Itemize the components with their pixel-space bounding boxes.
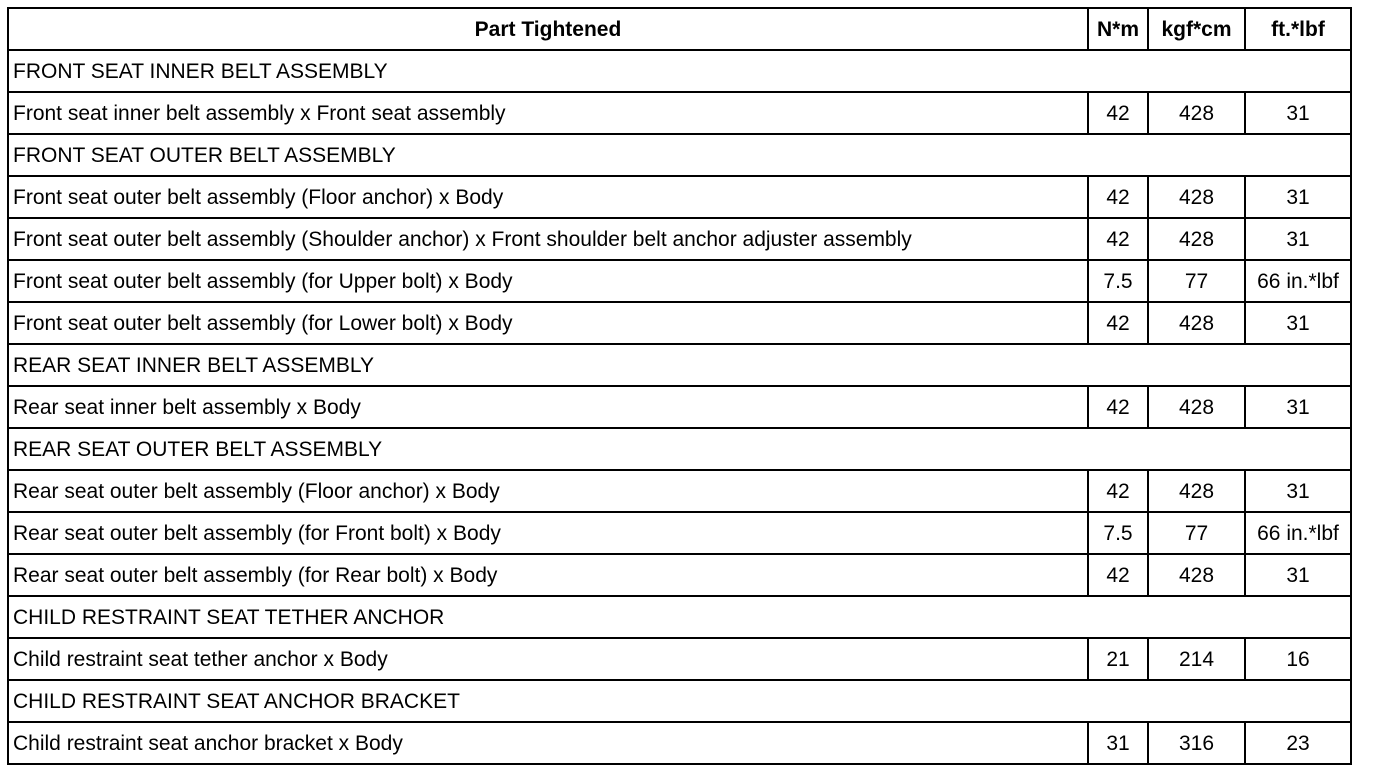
- torque-nm-cell: 7.5: [1088, 260, 1148, 302]
- torque-kgf-cm-cell: 214: [1148, 638, 1245, 680]
- section-heading: FRONT SEAT INNER BELT ASSEMBLY: [8, 50, 1351, 92]
- table-row: [8, 386, 1351, 428]
- header-ft-lbf: ft.*lbf: [1245, 8, 1351, 50]
- torque-nm-cell: 31: [1088, 722, 1148, 764]
- torque-nm-cell: 42: [1088, 218, 1148, 260]
- torque-ft-lbf-cell: 23: [1245, 722, 1351, 764]
- torque-ft-lbf-cell: 31: [1245, 176, 1351, 218]
- torque-ft-lbf-cell: 31: [1245, 218, 1351, 260]
- torque-nm-cell: 42: [1088, 92, 1148, 134]
- torque-kgf-cm-cell: 428: [1148, 470, 1245, 512]
- section-row: [8, 428, 1351, 470]
- section-row: [8, 344, 1351, 386]
- section-heading: CHILD RESTRAINT SEAT ANCHOR BRACKET: [8, 680, 1351, 722]
- torque-kgf-cm-cell: 428: [1148, 386, 1245, 428]
- section-row: [8, 680, 1351, 722]
- section-heading: REAR SEAT INNER BELT ASSEMBLY: [8, 344, 1351, 386]
- part-tightened-cell: Rear seat outer belt assembly (Floor anchor) x Body: [8, 470, 1088, 512]
- part-tightened-cell: Front seat outer belt assembly (for Upper bolt) x Body: [8, 260, 1088, 302]
- torque-ft-lbf-cell: 66 in.*lbf: [1245, 512, 1351, 554]
- section-row: [8, 134, 1351, 176]
- torque-kgf-cm-cell: 428: [1148, 554, 1245, 596]
- table-row: [8, 260, 1351, 302]
- section-row: [8, 596, 1351, 638]
- torque-nm-cell: 42: [1088, 386, 1148, 428]
- torque-ft-lbf-cell: 16: [1245, 638, 1351, 680]
- part-tightened-cell: Rear seat outer belt assembly (for Front bolt) x Body: [8, 512, 1088, 554]
- torque-nm-cell: 42: [1088, 302, 1148, 344]
- torque-ft-lbf-cell: 31: [1245, 92, 1351, 134]
- torque-kgf-cm-cell: 428: [1148, 92, 1245, 134]
- table-row: [8, 176, 1351, 218]
- torque-nm-cell: 42: [1088, 176, 1148, 218]
- table-row: [8, 470, 1351, 512]
- torque-kgf-cm-cell: 428: [1148, 302, 1245, 344]
- part-tightened-cell: Rear seat inner belt assembly x Body: [8, 386, 1088, 428]
- section-row: [8, 50, 1351, 92]
- header-part-tightened: Part Tightened: [8, 8, 1088, 50]
- torque-kgf-cm-cell: 428: [1148, 176, 1245, 218]
- torque-ft-lbf-cell: 31: [1245, 470, 1351, 512]
- table-row: [8, 218, 1351, 260]
- part-tightened-cell: Child restraint seat tether anchor x Body: [8, 638, 1088, 680]
- header-newton-meter: N*m: [1088, 8, 1148, 50]
- table-row: [8, 92, 1351, 134]
- section-heading: CHILD RESTRAINT SEAT TETHER ANCHOR: [8, 596, 1351, 638]
- torque-nm-cell: 42: [1088, 470, 1148, 512]
- part-tightened-cell: Front seat outer belt assembly (Shoulder anchor) x Front shoulder belt anchor adjuster assembly: [8, 218, 1088, 260]
- part-tightened-cell: Rear seat outer belt assembly (for Rear bolt) x Body: [8, 554, 1088, 596]
- torque-nm-cell: 21: [1088, 638, 1148, 680]
- table-row: [8, 638, 1351, 680]
- part-tightened-cell: Front seat inner belt assembly x Front seat assembly: [8, 92, 1088, 134]
- torque-specification-table: [7, 7, 1352, 765]
- torque-kgf-cm-cell: 77: [1148, 512, 1245, 554]
- torque-ft-lbf-cell: 66 in.*lbf: [1245, 260, 1351, 302]
- part-tightened-cell: Front seat outer belt assembly (for Lower bolt) x Body: [8, 302, 1088, 344]
- torque-ft-lbf-cell: 31: [1245, 554, 1351, 596]
- table-row: [8, 512, 1351, 554]
- torque-ft-lbf-cell: 31: [1245, 302, 1351, 344]
- torque-kgf-cm-cell: 77: [1148, 260, 1245, 302]
- section-heading: REAR SEAT OUTER BELT ASSEMBLY: [8, 428, 1351, 470]
- torque-kgf-cm-cell: 316: [1148, 722, 1245, 764]
- section-heading: FRONT SEAT OUTER BELT ASSEMBLY: [8, 134, 1351, 176]
- torque-kgf-cm-cell: 428: [1148, 218, 1245, 260]
- table-row: [8, 554, 1351, 596]
- table-header-row: [8, 8, 1351, 50]
- torque-nm-cell: 42: [1088, 554, 1148, 596]
- part-tightened-cell: Child restraint seat anchor bracket x Body: [8, 722, 1088, 764]
- torque-ft-lbf-cell: 31: [1245, 386, 1351, 428]
- table-body: [8, 50, 1351, 764]
- part-tightened-cell: Front seat outer belt assembly (Floor anchor) x Body: [8, 176, 1088, 218]
- table-row: [8, 302, 1351, 344]
- torque-nm-cell: 7.5: [1088, 512, 1148, 554]
- header-kgf-cm: kgf*cm: [1148, 8, 1245, 50]
- table-row: [8, 722, 1351, 764]
